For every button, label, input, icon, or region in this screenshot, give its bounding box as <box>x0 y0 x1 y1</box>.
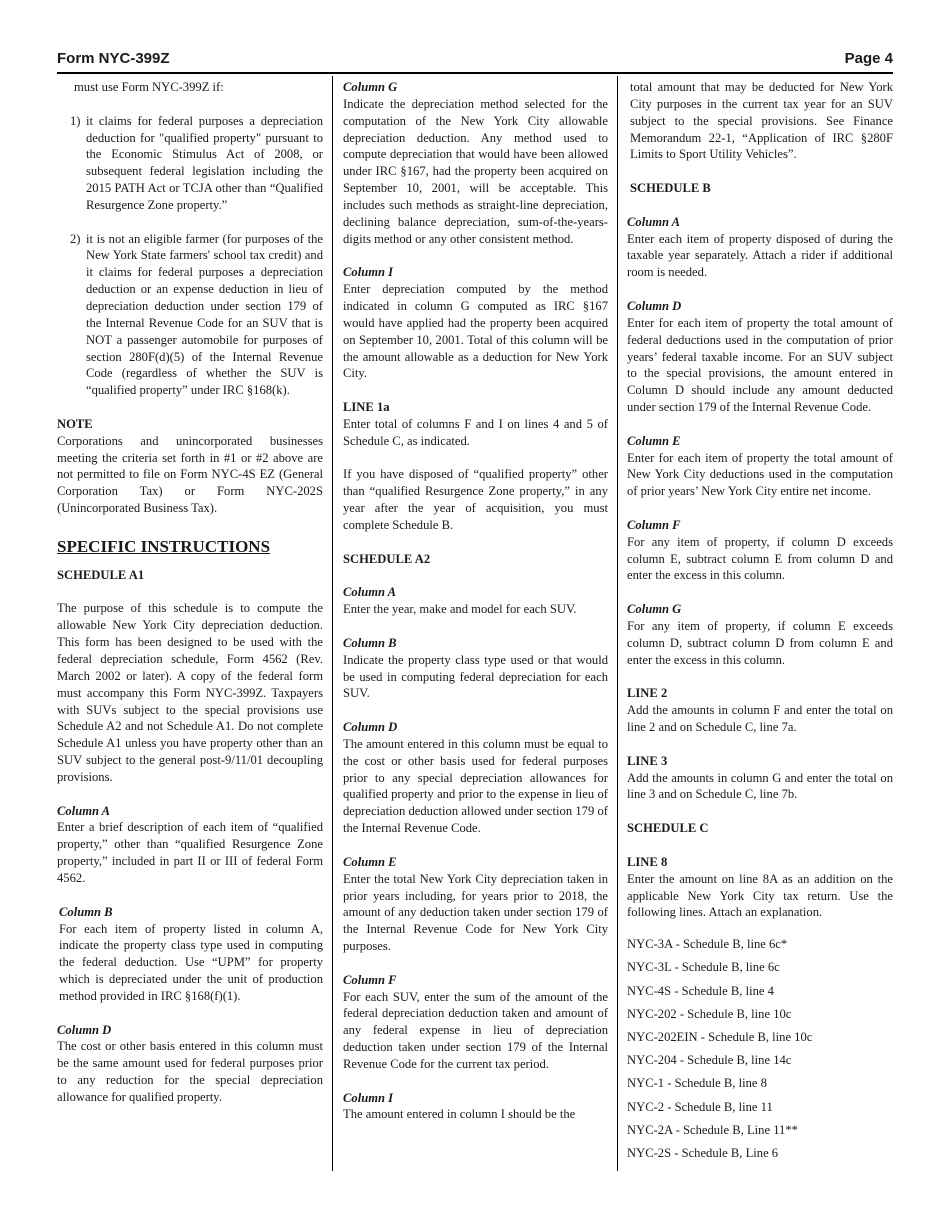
a2-column-e-text: Enter the total New York City depreciation taken in prior years including, for years prior to 2018, the amount of any deduction taken under section 179 of the Internal Revenue Code for New York City purposes. <box>343 871 608 954</box>
a2-column-f-text: For each SUV, enter the sum of the amount of the federal depreciation deduction taken and amount of any federal expense in lieu of depreciation deduction taken under section 179 of the Internal Revenue Code for the current tax period. <box>343 989 608 1071</box>
line-8-text: Enter the amount on line 8A as an addition on the applicable New York City tax return. Use the following lines. Attach an explanation. <box>627 871 893 920</box>
a2-column-i-text: The amount entered in column I should be the <box>343 1107 576 1122</box>
list-item-text: it claims for federal purposes a depreciation deduction for "qualified property" pursuant to the Economic Stimulus Act of 2008, or subsequent federal legislation including the 2015 PATH Act or TCJA other than “Qualified Resurgence Zone property.” <box>86 113 323 212</box>
line-1a-text: Enter total of columns F and I on lines 4 and 5 of Schedule C, as indicated. <box>343 416 608 448</box>
schedule-c-heading: SCHEDULE C <box>627 821 709 836</box>
a2-column-f-heading: Column F <box>343 972 397 987</box>
list-item: NYC-2A - Schedule B, Line 11** <box>627 1122 798 1137</box>
a2-column-a-text: Enter the year, make and model for each SUV. <box>343 602 577 617</box>
column-divider-1 <box>332 76 333 1171</box>
list-item <box>57 113 323 214</box>
a2-column-a-heading: Column A <box>343 585 397 600</box>
line-2-text: Add the amounts in column F and enter the total on line 2 and on Schedule C, line 7a. <box>627 703 893 735</box>
list-item: NYC-204 - Schedule B, line 14c <box>627 1053 792 1068</box>
list-item-number: 1) <box>70 113 81 128</box>
column-g-heading: Column G <box>343 80 398 94</box>
intro-text: must use Form NYC-399Z if: <box>74 80 224 94</box>
b-column-e-heading: Column E <box>627 433 681 448</box>
column-3 <box>627 79 893 1165</box>
b-column-f-text: For any item of property, if column D exceeds column E, subtract column E from column D and enter the excess in this column. <box>627 534 893 583</box>
column-d-heading: Column D <box>57 1022 112 1037</box>
column-i-text: Enter depreciation computed by the method indicated in column G computed as IRC §167 would have applied had the property been acquired on September 10, 2001. Total of this column will be the amount allowable as a deduction for New York City. <box>343 282 608 381</box>
line-1a-heading: LINE 1a <box>343 400 390 415</box>
a2-column-d-heading: Column D <box>343 720 398 735</box>
schedule-a2-heading: SCHEDULE A2 <box>343 551 431 566</box>
page-number: Page 4 <box>844 50 893 67</box>
list-item: NYC-2 - Schedule B, line 11 <box>627 1099 773 1114</box>
a2-column-b-text: Indicate the property class type used or that would be used in computing federal depreciation for each SUV. <box>343 652 608 701</box>
column-i-heading: Column I <box>343 265 394 280</box>
column-1 <box>57 79 323 1106</box>
schedule-a1-text: The purpose of this schedule is to compute the allowable New York City depreciation deduction. This form has been designed to be used with the federal depreciation schedule, Form 4562 (Rev. March 2002 or later). A copy of the federal form must accompany this Form NYC-399Z. Taxpayers with SUVs subject to the special provisions use Schedule A2 and not Schedule A1. Do not complete Schedule A1 unless you have property other than an SUV subject to the general post-9/11/01 decoupling provisions. <box>57 601 323 784</box>
column-g-text: Indicate the depreciation method selected for the computation of the New York City allowable depreciation deduction. Any method used to compute depreciation that would have been allowed under IRC §167, had the property been acquired on September 10, 2001, will be acceptable. This includes such methods as straight-line depreciation, declining balance depreciation, sum-of-the-years-digits method or any other consistent method. <box>343 96 608 246</box>
list-item: NYC-202EIN - Schedule B, line 10c <box>627 1030 813 1044</box>
schedule-a1-heading: SCHEDULE A1 <box>57 567 145 582</box>
list-item: NYC-1 - Schedule B, line 8 <box>627 1076 767 1091</box>
list-item: NYC-3A - Schedule B, line 6c* <box>627 937 788 952</box>
list-item-number: 2) <box>70 231 81 246</box>
list-item: NYC-2S - Schedule B, Line 6 <box>627 1146 779 1161</box>
note-text: Corporations and unincorporated businesses meeting the criteria set forth in #1 or #2 above are not permitted to file on Form NYC-4S EZ (General Corporation Tax) or Form NYC-202S (Unincorporated Business Tax). <box>57 433 323 516</box>
b-column-a-heading: Column A <box>627 214 681 229</box>
b-column-f-heading: Column F <box>627 517 681 532</box>
line-3-text: Add the amounts in column G and enter the total on line 3 and on Schedule C, line 7b. <box>627 770 893 802</box>
line-1a-text-2: If you have disposed of “qualified property” other than “qualified Resurgence Zone property,” in any year after the year of acquisition, you must complete Schedule B. <box>343 467 608 532</box>
list-item: NYC-3L - Schedule B, line 6c <box>627 960 780 975</box>
specific-instructions-heading: SPECIFIC INSTRUCTIONS <box>57 536 271 556</box>
b-column-g-heading: Column G <box>627 602 682 617</box>
page-header <box>57 48 893 70</box>
header-rule <box>57 72 893 74</box>
form-title: Form NYC-399Z <box>57 50 170 67</box>
list-item: NYC-4S - Schedule B, line 4 <box>627 983 774 998</box>
column-i-continued-text: total amount that may be deducted for New York City purposes in the current tax year for an SUV subject to the special provisions. See Finance Memorandum 22-1, “Application of IRC §280F Limits to Sport Utility Vehicles”. <box>630 80 893 162</box>
b-column-e-text: Enter for each item of property the total amount of New York City deductions used in the computation of prior years’ New York City entire net income. <box>627 450 893 499</box>
note-heading: NOTE <box>57 416 93 431</box>
column-d-text: The cost or other basis entered in this column must be the same amount used for federal purposes prior to any reduction for the special depreciation allowance for qualified property. <box>57 1039 323 1104</box>
column-divider-2 <box>617 76 618 1171</box>
b-column-a-text: Enter each item of property disposed of during the taxable year separately. Attach a rider if additional room is needed. <box>627 231 893 280</box>
nyc-line-list <box>627 933 893 1165</box>
list-item-text: it is not an eligible farmer (for purposes of the New York State farmers' school tax credit) and it claims for federal purposes a depreciation deduction or an expense deduction in lieu of depreciation deduction under section 179 of the Internal Revenue Code for an SUV that is NOT a passenger automobile for purposes of section 280F(d)(5) of the Internal Revenue Code (regardless of whether the SUV is “qualified property” under IRC §168(k). <box>86 231 323 398</box>
line-3-heading: LINE 3 <box>627 753 668 768</box>
line-8-heading: LINE 8 <box>627 854 668 869</box>
column-2 <box>343 79 608 1123</box>
b-column-d-text: Enter for each item of property the total amount of federal deductions used in the computation of prior years’ federal taxable income. For an SUV subject to the special provisions, the amount entered in Column D should include any amount deducted under section 179 of the Internal Revenue Code. <box>627 315 893 415</box>
b-column-g-text: For any item of property, if column E exceeds column D, subtract column D from column E and enter the excess in this column. <box>627 619 893 667</box>
list-item <box>57 231 323 399</box>
column-a-text: Enter a brief description of each item of “qualified property,” other than “qualified Resurgence Zone property,” included in part II or III of federal Form 4562. <box>57 820 323 885</box>
b-column-d-heading: Column D <box>627 298 682 313</box>
schedule-b-heading: SCHEDULE B <box>630 181 711 196</box>
list-item: NYC-202 - Schedule B, line 10c <box>627 1006 792 1021</box>
a2-column-d-text: The amount entered in this column must be equal to the cost or other basis used for federal purposes prior to any special depreciation allowances for qualified property and prior to the expense in lieu of depreciation deduction allowed under section 179 of the Internal Revenue Code. <box>343 736 608 836</box>
column-a-heading: Column A <box>57 803 111 818</box>
a2-column-e-heading: Column E <box>343 854 397 869</box>
column-b-heading: Column B <box>59 904 113 919</box>
a2-column-i-heading: Column I <box>343 1090 394 1105</box>
line-2-heading: LINE 2 <box>627 686 668 701</box>
a2-column-b-heading: Column B <box>343 635 397 650</box>
column-b-text: For each item of property listed in column A, indicate the property class type used in computing the federal deduction. Use “UPM” for property which is depreciated under the unit of production method provided in IRC §168(f)(1). <box>59 921 323 1003</box>
